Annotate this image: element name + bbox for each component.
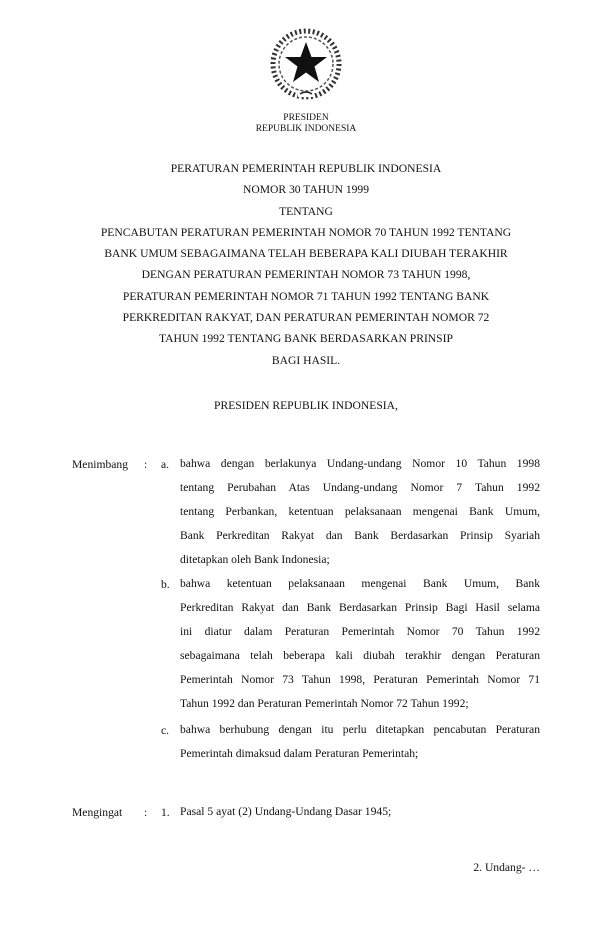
text-line: bahwa berhubung dengan itu perlu ditetapkan pencabutan Peraturan xyxy=(180,723,540,736)
menimbang-item-a xyxy=(180,452,540,572)
text-line: tentang Perbankan, ketentuan pelaksanaan mengenai Bank Umum, xyxy=(180,505,540,518)
colon: : xyxy=(144,458,148,471)
text-line: Tahun 1992 dan Peraturan Pemerintah Nomor 72 Tahun 1992; xyxy=(180,697,469,710)
page-continuation: 2. Undang- … xyxy=(473,861,540,874)
menimbang-label: Menimbang xyxy=(72,458,129,471)
text-line: tentang Perubahan Atas Undang-undang Nomor 7 Tahun 1992 xyxy=(180,481,540,494)
text-line: Pemerintah dimaksud dalam Peraturan Pemerintah; xyxy=(180,747,419,760)
item-mark: 1. xyxy=(161,806,170,819)
title-line: TENTANG xyxy=(279,204,333,218)
colon: : xyxy=(144,806,148,819)
president-line: PRESIDEN REPUBLIK INDONESIA, xyxy=(214,399,398,412)
title-line: BAGI HASIL. xyxy=(271,353,341,367)
mengingat-item-1 xyxy=(180,800,540,824)
title-line: DENGAN PERATURAN PEMERINTAH NOMOR 73 TAHUN 1998, xyxy=(141,268,471,282)
title-line: PERATURAN PEMERINTAH NOMOR 71 TAHUN 1992 TENTANG BANK xyxy=(122,289,490,303)
title-line: TAHUN 1992 TENTANG BANK BERDASARKAN PRINSIP xyxy=(159,332,453,346)
text-line: Perkreditan Rakyat dan Bank Berdasarkan Prinsip Bagi Hasil selama xyxy=(180,601,540,614)
header-president: PRESIDEN xyxy=(283,113,329,123)
text-line: ditetapkan oleh Bank Indonesia; xyxy=(180,553,330,566)
text-line: sebagaimana telah beberapa kali diubah terakhir dengan Peraturan xyxy=(180,649,540,662)
title-line: BANK UMUM SEBAGAIMANA TELAH BEBERAPA KALI DIUBAH TERAKHIR xyxy=(104,247,508,261)
title-line: NOMOR 30 TAHUN 1999 xyxy=(242,183,370,197)
regulation-title xyxy=(40,158,572,371)
text-line: bahwa dengan berlakunya Undang-undang Nomor 10 Tahun 1998 xyxy=(180,457,540,470)
mengingat-label: Mengingat xyxy=(72,806,123,819)
text-line: bahwa ketentuan pelaksanaan mengenai Bank Umum, Bank xyxy=(180,577,540,590)
title-line: PERATURAN PEMERINTAH REPUBLIK INDONESIA xyxy=(170,162,442,175)
text-line: Pemerintah Nomor 73 Tahun 1998, Peraturan Pemerintah Nomor 71 xyxy=(180,673,540,686)
presidential-seal-icon xyxy=(268,26,344,102)
title-line: PERKREDITAN RAKYAT, DAN PERATURAN PEMERINTAH NOMOR 72 xyxy=(122,311,490,325)
item-mark: a. xyxy=(161,458,170,471)
text-line: Bank Perkreditan Rakyat dan Bank Berdasarkan Prinsip Syariah xyxy=(180,529,540,542)
menimbang-item-b xyxy=(180,572,540,716)
header-republic: REPUBLIK INDONESIA xyxy=(255,124,357,134)
text-line: ini diatur dalam Peraturan Pemerintah Nomor 70 Tahun 1992 xyxy=(180,625,540,638)
text-line: Pasal 5 ayat (2) Undang-Undang Dasar 1945; xyxy=(180,805,392,818)
title-line: PENCABUTAN PERATURAN PEMERINTAH NOMOR 70 TAHUN 1992 TENTANG xyxy=(100,225,512,239)
menimbang-item-c xyxy=(180,718,540,766)
item-mark: c. xyxy=(161,724,170,737)
item-mark: b. xyxy=(161,578,170,591)
